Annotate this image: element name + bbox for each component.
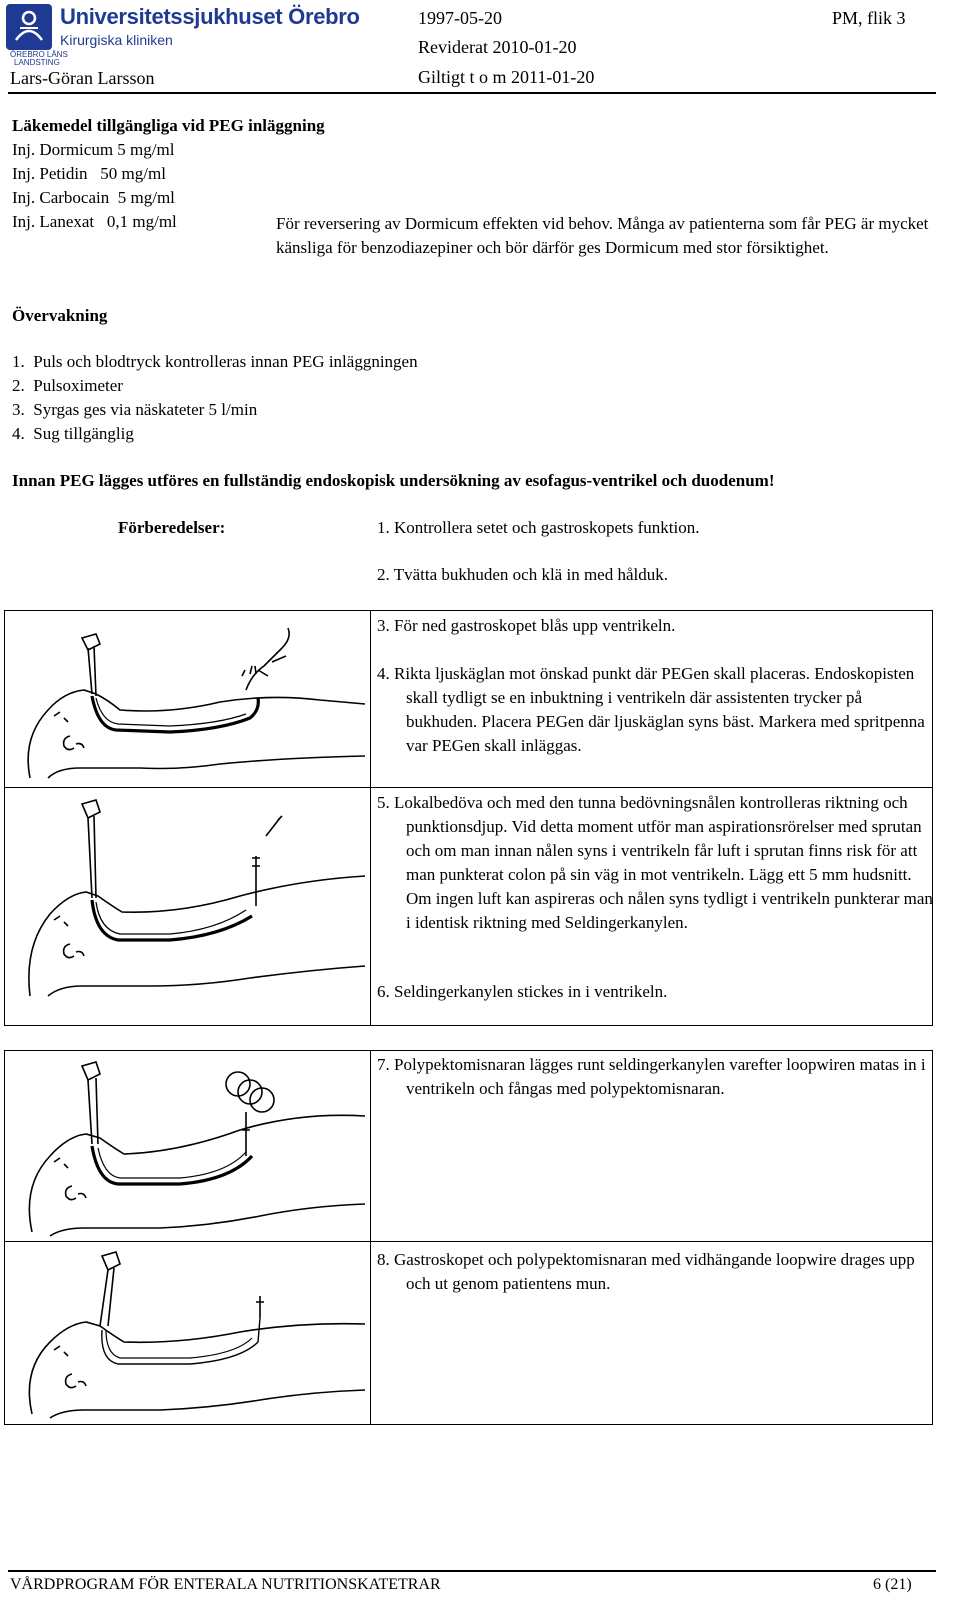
monitoring-item: 2. Pulsoximeter: [12, 376, 123, 395]
footer-page-number: 6 (21): [873, 1576, 912, 1593]
document-date: 1997-05-20: [418, 8, 502, 28]
drug-item: Inj. Carbocain 5 mg/ml: [12, 188, 175, 207]
prep-step-2: 2. Tvätta bukhuden och klä in med hålduk.: [377, 565, 668, 584]
prep-step-1: 1. Kontrollera setet och gastroskopets funktion.: [377, 518, 700, 537]
hospital-logo-icon: [6, 4, 52, 50]
author-name: Lars-Göran Larsson: [10, 68, 155, 88]
logo-small-text-2: LANDSTING: [14, 58, 60, 67]
box2-separator: [4, 1241, 933, 1242]
gastroscope-illustration-1: [20, 618, 365, 783]
gastroscope-illustration-4: [20, 1246, 365, 1421]
valid-until: Giltigt t o m 2011-01-20: [418, 67, 595, 87]
lanexat-note: För reversering av Dormicum effekten vid behov. Många av patienterna som får PEG är mycket känsliga för benzodiazepiner och bör därför ges Dormicum med stor försiktighet.: [276, 214, 929, 257]
box1-divider: [370, 610, 371, 1026]
monitoring-heading: Övervakning: [12, 306, 108, 325]
box1-separator-1: [4, 787, 933, 788]
logo-subtitle: Kirurgiska kliniken: [60, 32, 173, 48]
footer-title: VÅRDPROGRAM FÖR ENTERALA NUTRITIONSKATETRAR: [10, 1576, 441, 1593]
gastroscope-illustration-3: [20, 1056, 365, 1238]
footer-rule: [8, 1570, 936, 1572]
step-6: 6. Seldingerkanylen stickes in i ventrikeln.: [377, 982, 668, 1001]
step-5: 5. Lokalbedöva och med den tunna bedövningsnålen kontrolleras riktning och punktionsdjup. Vid detta moment utför man aspirationsrörelser med sprutan och om man innan nålen syns i ventrikeln får luft i sprutan finns risk för att man punkterat colon på sin väg in mot ventrikeln. Lägg ett 5 mm hudsnitt. Om ingen luft kan aspireras och nålen syns tydligt i ventrikeln punkterar man i identisk riktning med Seldingerkanylen.: [377, 793, 933, 932]
step-8: 8. Gastroskopet och polypektomisnaran med vidhängande loopwire drages upp och ut genom patientens mun.: [377, 1250, 915, 1293]
step-4: 4. Rikta ljuskäglan mot önskad punkt där PEGen skall placeras. Endoskopisten skall tydligt se en inbuktning i ventrikeln där assistenten trycker på bukhuden. Placera PEGen där ljuskäglan syns bäst. Markera med spritpenna var PEGen skall inläggas.: [377, 664, 925, 755]
drug-item: Inj. Petidin 50 mg/ml: [12, 164, 166, 183]
step-7: 7. Polypektomisnaran lägges runt seldingerkanylen varefter loopwiren matas in i ventrikeln och fångas med polypektomisnaran.: [377, 1055, 926, 1098]
drug-item: Inj. Dormicum 5 mg/ml: [12, 140, 175, 159]
drugs-heading: Läkemedel tillgängliga vid PEG inläggning: [12, 116, 325, 135]
endoscopy-warning: Innan PEG lägges utföres en fullständig endoskopisk undersökning av esofagus-ventrikel och duodenum!: [12, 471, 775, 490]
prep-heading: Förberedelser:: [118, 518, 226, 537]
logo-title: Universitetssjukhuset Örebro: [60, 4, 360, 29]
box2-divider: [370, 1050, 371, 1425]
drug-item: Inj. Lanexat 0,1 mg/ml: [12, 212, 177, 231]
page-reference: PM, flik 3: [832, 8, 906, 28]
monitoring-item: 4. Sug tillgänglig: [12, 424, 134, 443]
monitoring-item: 1. Puls och blodtryck kontrolleras innan PEG inläggningen: [12, 352, 418, 371]
logo-small-text-1: ÖREBRO LÄNS: [10, 50, 68, 59]
monitoring-item: 3. Syrgas ges via näskateter 5 l/min: [12, 400, 258, 419]
gastroscope-illustration-2: [20, 796, 365, 1021]
step-3: 3. För ned gastroskopet blås upp ventrikeln.: [377, 616, 676, 635]
header-rule: [8, 92, 936, 94]
revised-date: Reviderat 2010-01-20: [418, 37, 577, 57]
